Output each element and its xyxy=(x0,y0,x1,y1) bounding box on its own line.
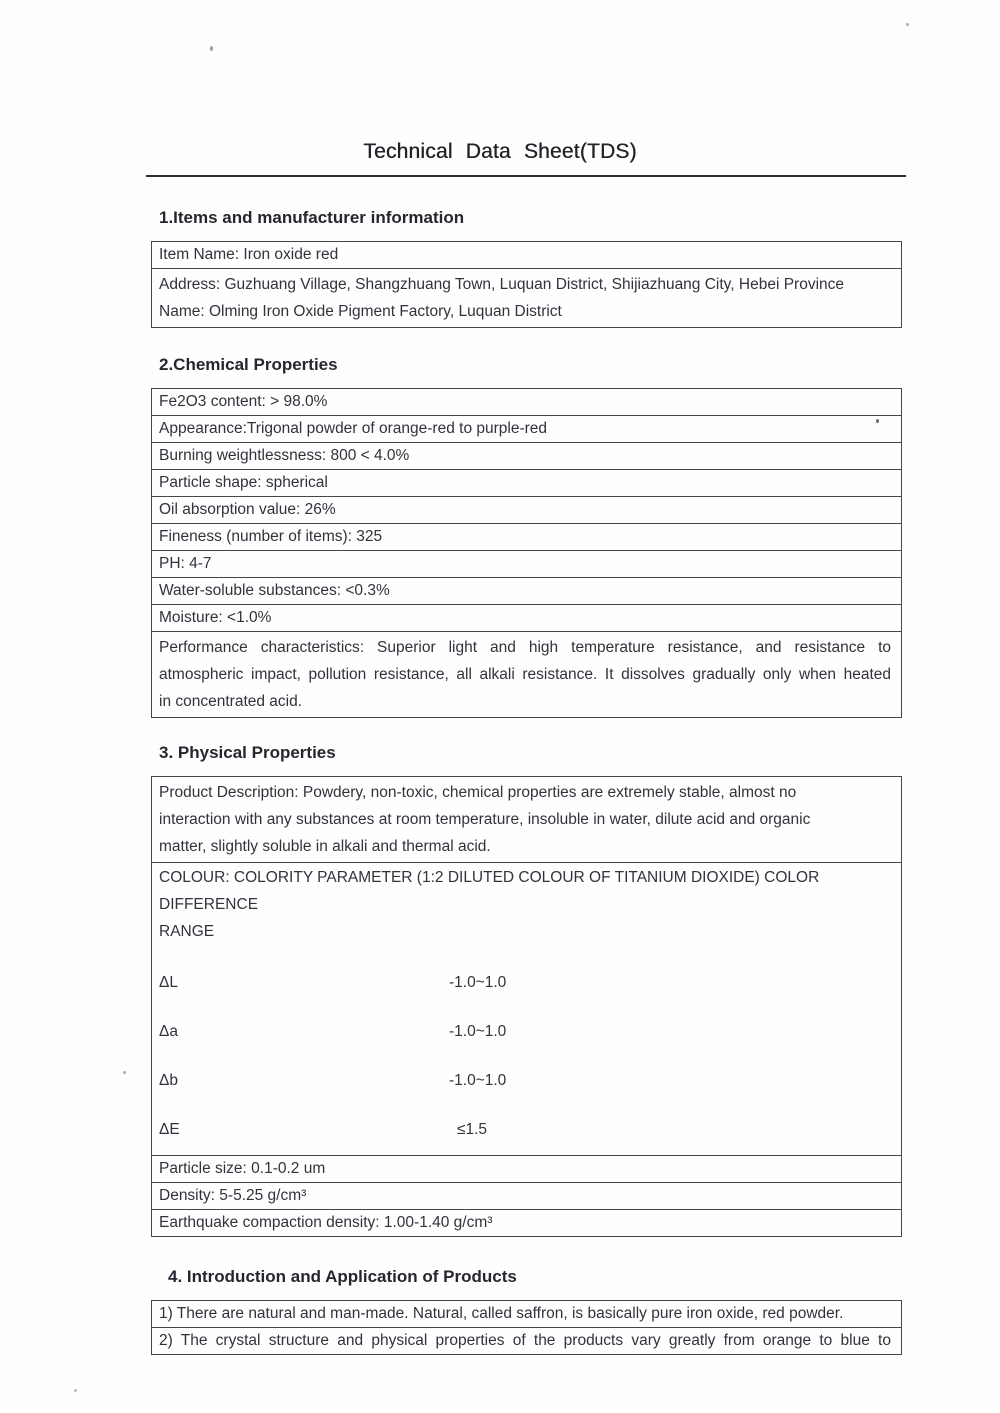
table-row: 1) There are natural and man-made. Natural, called saffron, is basically pure iron oxide, red powder. xyxy=(152,1301,901,1328)
table-row: Fe2O3 content: > 98.0% xyxy=(152,389,901,416)
table-row: Burning weightlessness: 800 < 4.0% xyxy=(152,443,901,470)
delta-value: -1.0~1.0 xyxy=(449,974,507,991)
colour-delta-list xyxy=(159,969,891,1143)
cell-line: Address: Guzhuang Village, Shangzhuang Town, Luquan District, Shijiazhuang City, Hebei Province xyxy=(159,276,844,293)
delta-row xyxy=(159,1116,891,1143)
document-title: Technical Data Sheet(TDS) xyxy=(363,140,637,163)
table-row-product-description xyxy=(152,777,901,863)
delta-value: -1.0~1.0 xyxy=(449,1072,507,1089)
scan-speck xyxy=(123,1071,126,1074)
items-table xyxy=(151,241,902,328)
section-heading-physical: 3. Physical Properties xyxy=(159,743,336,762)
table-row: 2) The crystal structure and physical properties of the products vary greatly from orange to blue to xyxy=(159,1332,891,1349)
table-row: Oil absorption value: 26% xyxy=(152,497,901,524)
table-row: Earthquake compaction density: 1.00-1.40 g/cm³ xyxy=(159,1214,493,1231)
table-row: Item Name: Iron oxide red xyxy=(152,242,901,269)
delta-label: ΔE xyxy=(159,1121,180,1138)
cell-line: COLOUR: COLORITY PARAMETER (1:2 DILUTED COLOUR OF TITANIUM DIOXIDE) COLOR DIFFERENCE xyxy=(159,869,820,913)
cell-line: matter, slightly soluble in alkali and thermal acid. xyxy=(159,838,491,855)
delta-label: Δb xyxy=(159,1072,178,1089)
delta-row xyxy=(159,1018,891,1045)
section-heading-items: 1.Items and manufacturer information xyxy=(159,208,465,227)
table-row: Density: 5-5.25 g/cm³ xyxy=(152,1183,901,1210)
table-row: Particle shape: spherical xyxy=(152,470,901,497)
table-row: PH: 4-7 xyxy=(152,551,901,578)
table-row: Appearance:Trigonal powder of orange-red to purple-red xyxy=(152,416,901,443)
document-content xyxy=(151,208,902,1355)
cell-line: RANGE xyxy=(159,923,215,940)
cell-line: Name: Olming Iron Oxide Pigment Factory, Luquan District xyxy=(159,303,562,320)
scan-speck xyxy=(876,419,879,423)
section-heading-introduction: 4. Introduction and Application of Products xyxy=(168,1267,517,1286)
scan-speck xyxy=(74,1389,77,1392)
table-row: Moisture: <1.0% xyxy=(152,605,901,632)
delta-row xyxy=(159,969,891,996)
section-heading-chemical: 2.Chemical Properties xyxy=(159,355,338,374)
delta-label: ΔL xyxy=(159,974,178,991)
table-row: Particle size: 0.1-0.2 um xyxy=(152,1156,901,1183)
chemical-properties-table xyxy=(151,388,902,718)
cell-line: atmospheric impact, pollution resistance, all alkali resistance. It dissolves gradually only when heated xyxy=(159,666,891,683)
delta-row xyxy=(159,1067,891,1094)
table-row xyxy=(152,269,901,327)
table-row: Water-soluble substances: <0.3% xyxy=(152,578,901,605)
delta-value: -1.0~1.0 xyxy=(449,1023,507,1040)
table-row-performance xyxy=(152,632,901,717)
table-row-colour-parameters xyxy=(152,863,901,1156)
table-row: Fineness (number of items): 325 xyxy=(152,524,901,551)
cell-line: in concentrated acid. xyxy=(159,693,303,710)
scan-speck xyxy=(906,23,909,26)
cell-line: Performance characteristics: Superior light and high temperature resistance, and resistance to xyxy=(159,639,891,656)
introduction-table xyxy=(151,1300,902,1355)
physical-properties-table xyxy=(151,776,902,1237)
scan-speck xyxy=(210,46,213,51)
title-rule xyxy=(146,175,906,177)
cell-line: interaction with any substances at room temperature, insoluble in water, dilute acid and organic xyxy=(159,811,811,828)
cell-line: Product Description: Powdery, non-toxic, chemical properties are extremely stable, almost no xyxy=(159,784,797,801)
delta-label: Δa xyxy=(159,1023,178,1040)
delta-value: ≤1.5 xyxy=(457,1121,488,1138)
